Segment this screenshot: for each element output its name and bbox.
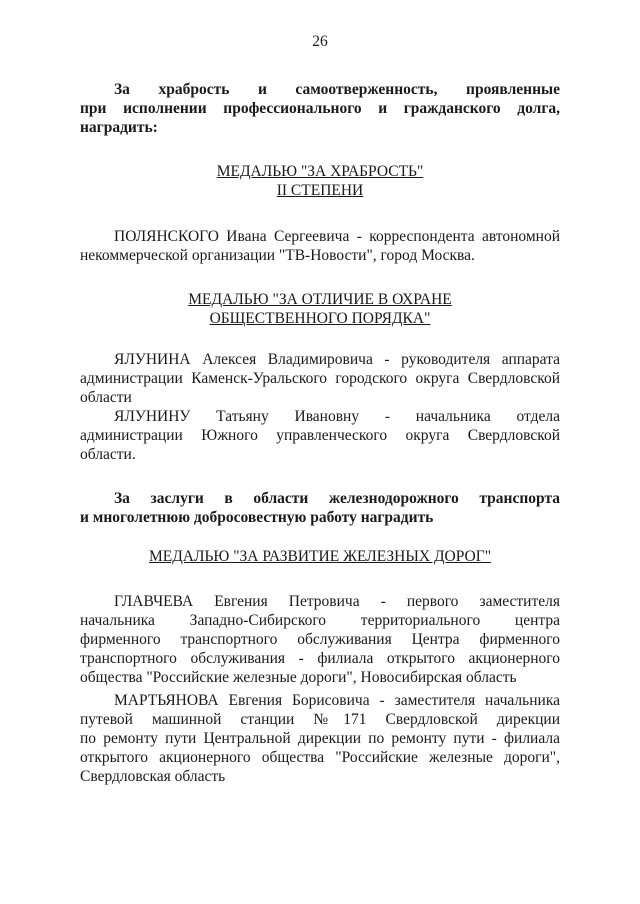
medal-heading-railways-line-1: МЕДАЛЬЮ "ЗА РАЗВИТИЕ ЖЕЛЕЗНЫХ ДОРОГ" xyxy=(148,548,492,565)
award-entry-line: по ремонту пути Центральной дирекции по ремонту пути - филиала xyxy=(80,730,560,747)
award-entry-line: некоммерческой организации "ТВ-Новости", город Москва. xyxy=(80,247,475,264)
section1-intro-line-2: при исполнении профессионального и гражданского долга, xyxy=(80,100,560,117)
page-number: 26 xyxy=(312,33,328,50)
award-entry-line: области xyxy=(80,389,132,406)
section2-intro xyxy=(80,489,560,527)
medal-heading-bravery-line-1: МЕДАЛЬЮ "ЗА ХРАБРОСТЬ" xyxy=(216,163,424,180)
award-entry-line: начальника Западно-Сибирского территориального центра xyxy=(80,612,560,629)
award-entry-line: фирменного транспортного обслуживания Центра фирменного xyxy=(80,631,560,648)
award-entry-yalunina xyxy=(80,407,560,464)
award-entry-line: ЯЛУНИНУ Татьяну Ивановну - начальника отдела xyxy=(114,408,560,425)
medal-heading-railways xyxy=(80,547,560,566)
award-entry-line: администрации Южного управленческого округа Свердловской xyxy=(80,427,560,444)
medal-heading-bravery-line-2: II СТЕПЕНИ xyxy=(276,182,364,199)
award-entry-glavchev xyxy=(80,592,560,687)
award-entry-line: области. xyxy=(80,446,136,463)
medal-heading-bravery xyxy=(80,162,560,200)
award-entry-martyanov xyxy=(80,691,560,786)
award-entry-line: ПОЛЯНСКОГО Ивана Сергеевича - корреспондента автономной xyxy=(114,228,560,245)
award-entry-line: открытого акционерного общества "Российские железные дороги", xyxy=(80,749,560,766)
award-entry-line: общества "Российские железные дороги", Новосибирская область xyxy=(80,669,517,686)
section1-intro-rest xyxy=(80,99,560,137)
award-entry-line: путевой машинной станции №171 Свердловской дирекции xyxy=(80,711,560,728)
award-entry-line: Свердловская область xyxy=(80,768,226,785)
medal-heading-public-order-line-1: МЕДАЛЬЮ "ЗА ОТЛИЧИЕ В ОХРАНЕ xyxy=(188,291,452,308)
award-entry-yalunin xyxy=(80,350,560,407)
award-entry-line: МАРТЬЯНОВА Евгения Борисовича - заместителя начальника xyxy=(114,692,560,709)
section1-intro xyxy=(80,80,560,137)
award-entry-line: транспортного обслуживания - филиала открытого акционерного xyxy=(80,650,560,667)
award-entry-line: администрации Каменск-Уральского городского округа Свердловской xyxy=(80,370,560,387)
section2-intro-line-1: За заслуги в области железнодорожного транспорта xyxy=(114,490,560,507)
section1-intro-line-1: За храбрость и самоотверженность, проявленные xyxy=(114,81,560,98)
medal-heading-public-order xyxy=(80,290,560,328)
award-entry-line: ЯЛУНИНА Алексея Владимировича - руководителя аппарата xyxy=(114,351,560,368)
section2-intro-line-2: и многолетнюю добросовестную работу наградить xyxy=(80,509,434,526)
award-entry-line: ГЛАВЧЕВА Евгения Петровича - первого заместителя xyxy=(114,593,560,610)
medal-heading-public-order-line-2: ОБЩЕСТВЕННОГО ПОРЯДКА" xyxy=(209,310,431,327)
section1-intro-line-3: наградить: xyxy=(80,119,158,136)
award-entry-polyanskiy xyxy=(80,227,560,265)
